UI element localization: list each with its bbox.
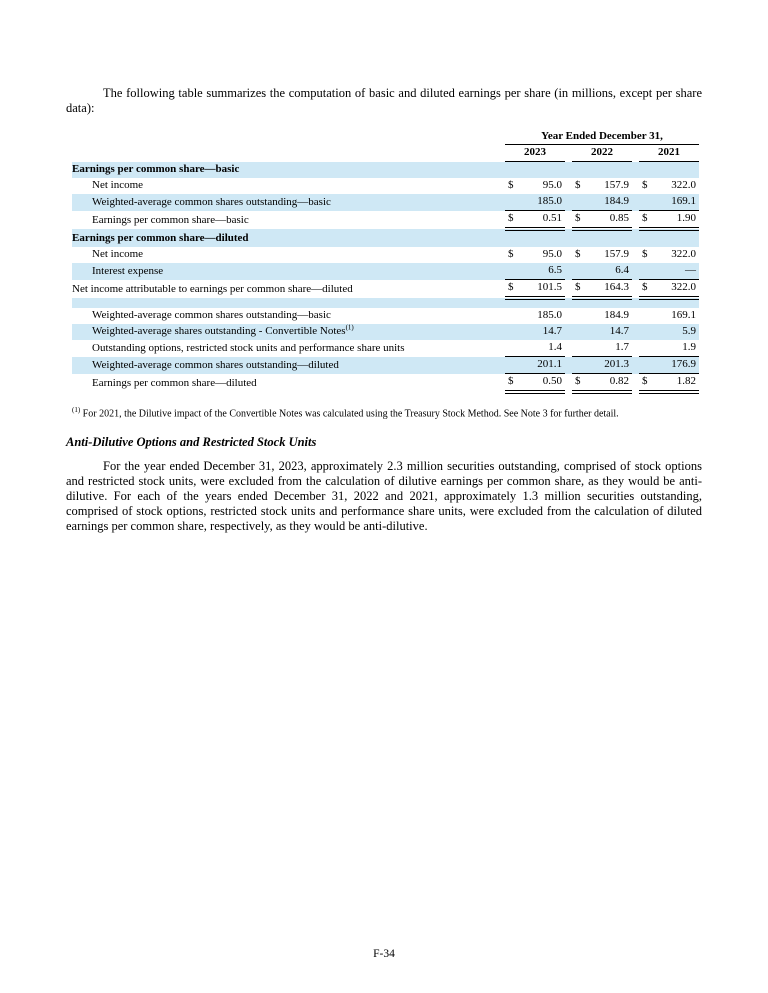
- cell-value: $ 1.82: [639, 374, 699, 393]
- cell-value: $ 322.0: [639, 280, 699, 299]
- dollar-sign: $: [508, 281, 514, 293]
- cell-value: [505, 162, 565, 179]
- footnote-text: For 2021, the Dilutive impact of the Convertible Notes was calculated using the Treasury Stock Method. See Note 3 for further detail.: [82, 408, 619, 420]
- spacer-cell: [72, 298, 699, 308]
- dollar-sign: $: [642, 375, 648, 387]
- dollar-sign: $: [508, 212, 514, 224]
- table-row: [72, 178, 699, 194]
- row-label: Net income attributable to earnings per common share—diluted: [72, 283, 353, 295]
- dollar-sign: $: [575, 179, 581, 191]
- cell-value: 176.9: [639, 357, 699, 374]
- dollar-sign: $: [642, 212, 648, 224]
- table-year-header-row: [72, 145, 699, 162]
- dollar-sign: $: [575, 212, 581, 224]
- cell-value: [572, 162, 632, 179]
- table-row: [72, 229, 699, 247]
- footnote-marker: (1): [72, 406, 81, 414]
- table-footnote: [72, 404, 702, 420]
- cell-value: [639, 229, 699, 247]
- cell-value: [639, 162, 699, 179]
- row-label: Weighted-average common shares outstanding—basic: [72, 194, 498, 211]
- section-heading: Anti-Dilutive Options and Restricted Stock Units: [66, 435, 317, 450]
- row-label: Weighted-average shares outstanding - Convertible Notes$^{(1)}$: [72, 324, 498, 340]
- cell-value: 201.1: [505, 357, 565, 374]
- cell-value: 184.9: [604, 309, 629, 321]
- row-label: Weighted-average common shares outstanding—basic: [92, 309, 331, 321]
- cell-value: $ 157.9: [572, 247, 632, 263]
- cell-value: [505, 229, 565, 247]
- cell-value: 5.9: [639, 324, 699, 340]
- row-label: Earnings per common share—basic: [92, 214, 249, 226]
- cell-value: $ 1.90: [639, 211, 699, 230]
- dollar-sign: $: [642, 281, 648, 293]
- cell-value: $ 101.5: [505, 280, 565, 299]
- cell-value: $ 0.51: [505, 211, 565, 230]
- cell-value: 1.7: [572, 340, 632, 357]
- dollar-sign: $: [575, 281, 581, 293]
- dollar-sign: $: [575, 248, 581, 260]
- cell-value: [572, 229, 632, 247]
- dollar-sign: $: [508, 248, 514, 260]
- cell-value: 185.0: [537, 309, 562, 321]
- row-label: Net income: [92, 248, 144, 260]
- cell-value: 185.0: [505, 194, 565, 211]
- cell-value: 14.7: [572, 324, 632, 340]
- table-row: [72, 357, 699, 374]
- dollar-sign: $: [508, 179, 514, 191]
- cell-value: $ 164.3: [572, 280, 632, 299]
- cell-value: 6.4: [572, 263, 632, 280]
- table-row: [72, 162, 699, 179]
- cell-value: 169.1: [639, 194, 699, 211]
- cell-value: 1.9: [639, 340, 699, 357]
- row-label: Earnings per common share—diluted: [92, 377, 257, 389]
- row-label: Net income: [92, 179, 144, 191]
- table-row: [72, 280, 699, 299]
- cell-value: $ 157.9: [572, 178, 632, 194]
- footnote-marker: (1): [345, 323, 354, 332]
- table-row: [72, 194, 699, 211]
- cell-value: $ 322.0: [639, 178, 699, 194]
- cell-value: 1.4: [505, 340, 565, 357]
- body-paragraph: For the year ended December 31, 2023, approximately 2.3 million securities outstanding, comprised of stock options and restricted stock units, were excluded from the calculation of dilutive earnings per common share, as they would be anti-dilutive. For each of the years ended December 31, 2022 and 2021, approximately 1.3 million securities outstanding, comprised of stock options, restricted stock units and performance share units, were excluded from the calculation of diluted earnings per common share, respectively, as they would be anti-dilutive.: [66, 459, 702, 534]
- eps-computation-table: [72, 129, 699, 394]
- cell-value: 201.3: [572, 357, 632, 374]
- dollar-sign: $: [508, 375, 514, 387]
- cell-value: $ 0.85: [572, 211, 632, 230]
- table-spacer-row: [72, 298, 699, 308]
- table-row: [72, 263, 699, 280]
- cell-value: $ 95.0: [505, 178, 565, 194]
- table-row: [72, 374, 699, 393]
- intro-paragraph: The following table summarizes the computation of basic and diluted earnings per share (in millions, except per share data):: [66, 86, 702, 115]
- cell-value: $ 322.0: [639, 247, 699, 263]
- page-content: [66, 86, 702, 534]
- cell-value: —: [639, 263, 699, 280]
- table-row: [72, 211, 699, 230]
- year-header-2022: 2022: [572, 145, 632, 162]
- dollar-sign: $: [642, 179, 648, 191]
- cell-value: $ 0.50: [505, 374, 565, 393]
- year-header-2021: 2021: [639, 145, 699, 162]
- cell-value: 184.9: [572, 194, 632, 211]
- table-row: [72, 324, 699, 340]
- year-header-2023: 2023: [505, 145, 565, 162]
- row-label: Weighted-average common shares outstanding—diluted: [72, 357, 498, 374]
- row-label: Interest expense: [72, 263, 498, 280]
- cell-value: 169.1: [671, 309, 696, 321]
- cell-value: $ 95.0: [505, 247, 565, 263]
- period-header: Year Ended December 31,: [505, 129, 699, 145]
- row-label: Outstanding options, restricted stock units and performance share units: [92, 341, 405, 354]
- table-row: [72, 308, 699, 324]
- row-label: Earnings per common share—basic: [72, 162, 498, 179]
- dollar-sign: $: [642, 248, 648, 260]
- row-label: Earnings per common share—diluted: [72, 229, 498, 247]
- page-number: F-34: [373, 948, 395, 960]
- table-row: [72, 247, 699, 263]
- cell-value: $ 0.82: [572, 374, 632, 393]
- cell-value: 6.5: [505, 263, 565, 280]
- table-row: [72, 340, 699, 357]
- cell-value: 14.7: [505, 324, 565, 340]
- dollar-sign: $: [575, 375, 581, 387]
- table-period-header-row: [72, 129, 699, 145]
